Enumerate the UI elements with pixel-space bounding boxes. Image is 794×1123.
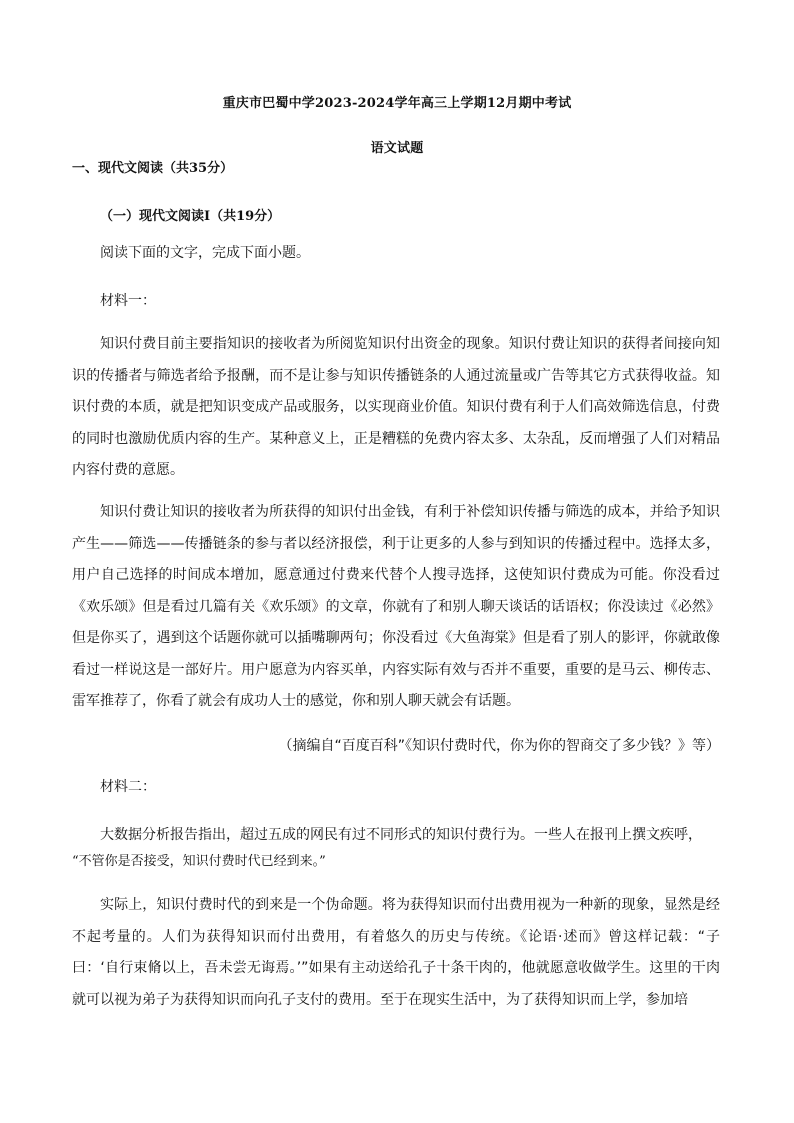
section-heading: 一、现代文阅读（共35分）: [72, 161, 234, 176]
material-1-source: （摘编自“百度百科”《知识付费时代，你为你的智商交了多少钱？》等）: [278, 738, 720, 754]
material-2-paragraph-1: 大数据分析报告指出，超过五成的网民有过不同形式的知识付费行为。一些人在报刊上撰文疾呼，: [100, 827, 702, 843]
material-2-label: 材料二：: [100, 779, 156, 795]
material-1-label: 材料一：: [100, 293, 156, 309]
reading-instruction: 阅读下面的文字，完成下面小题。: [100, 245, 310, 261]
subsection-heading: （一）现代文阅读Ⅰ（共19分）: [100, 209, 281, 224]
document-subtitle: 语文试题: [370, 141, 424, 156]
material-2-quote: “不管你是否接受，知识付费时代已经到来。”: [72, 854, 326, 869]
material-2-paragraph-2: 实际上，知识付费时代的到来是一个伪命题。将为获得知识而付出费用视为一种新的现象，显然是经不起考量的。人们为获得知识而付出费用，有着悠久的历史与传统。《论语·述而》曾这样记载：“子曰：‘自行束脩以上，吾未尝无诲焉。’”如果有主动送给孔子十条干肉的，他就愿意收做学生。这里的干肉就可以视为弟子为获得知识而向孔子支付的费用。至于在现实生活中，为了获得知识而上学，参加培: [72, 897, 720, 1008]
material-1-paragraph-1: 知识付费目前主要指知识的接收者为所阅览知识付出资金的现象。知识付费让知识的获得者间接向知识的传播者与筛选者给予报酬，而不是让参与知识传播链条的人通过流量或广告等其它方式获得收益。知识付费的本质，就是把知识变成产品或服务，以实现商业价值。知识付费有利于人们高效筛选信息，付费的同时也激励优质内容的生产。某种意义上，正是糟糕的免费内容太多、太杂乱，反而增强了人们对精品内容付费的意愿。: [72, 336, 720, 478]
document-title: 重庆市巴蜀中学2023-2024学年高三上学期12月期中考试: [222, 96, 572, 111]
material-1-paragraph-2: 知识付费让知识的接收者为所获得的知识付出金钱，有利于补偿知识传播与筛选的成本，并给予知识产生——筛选——传播链条的参与者以经济报偿，利于让更多的人参与到知识的传播过程中。选择太多，用户自己选择的时间成本增加，愿意通过付费来代替个人搜寻选择，这使知识付费成为可能。你没看过《欢乐颂》但是看过几篇有关《欢乐颂》的文章，你就有了和别人聊天谈话的话语权；你没读过《必然》但是你买了，遇到这个话题你就可以插嘴聊两句；你没看过《大鱼海棠》但是看了别人的影评，你就敢像看过一样说这是一部好片。用户愿意为内容买单，内容实际有效与否并不重要，重要的是马云、柳传志、雷军推荐了，你看了就会有成功人士的感觉，你和别人聊天就会有话题。: [72, 504, 720, 709]
